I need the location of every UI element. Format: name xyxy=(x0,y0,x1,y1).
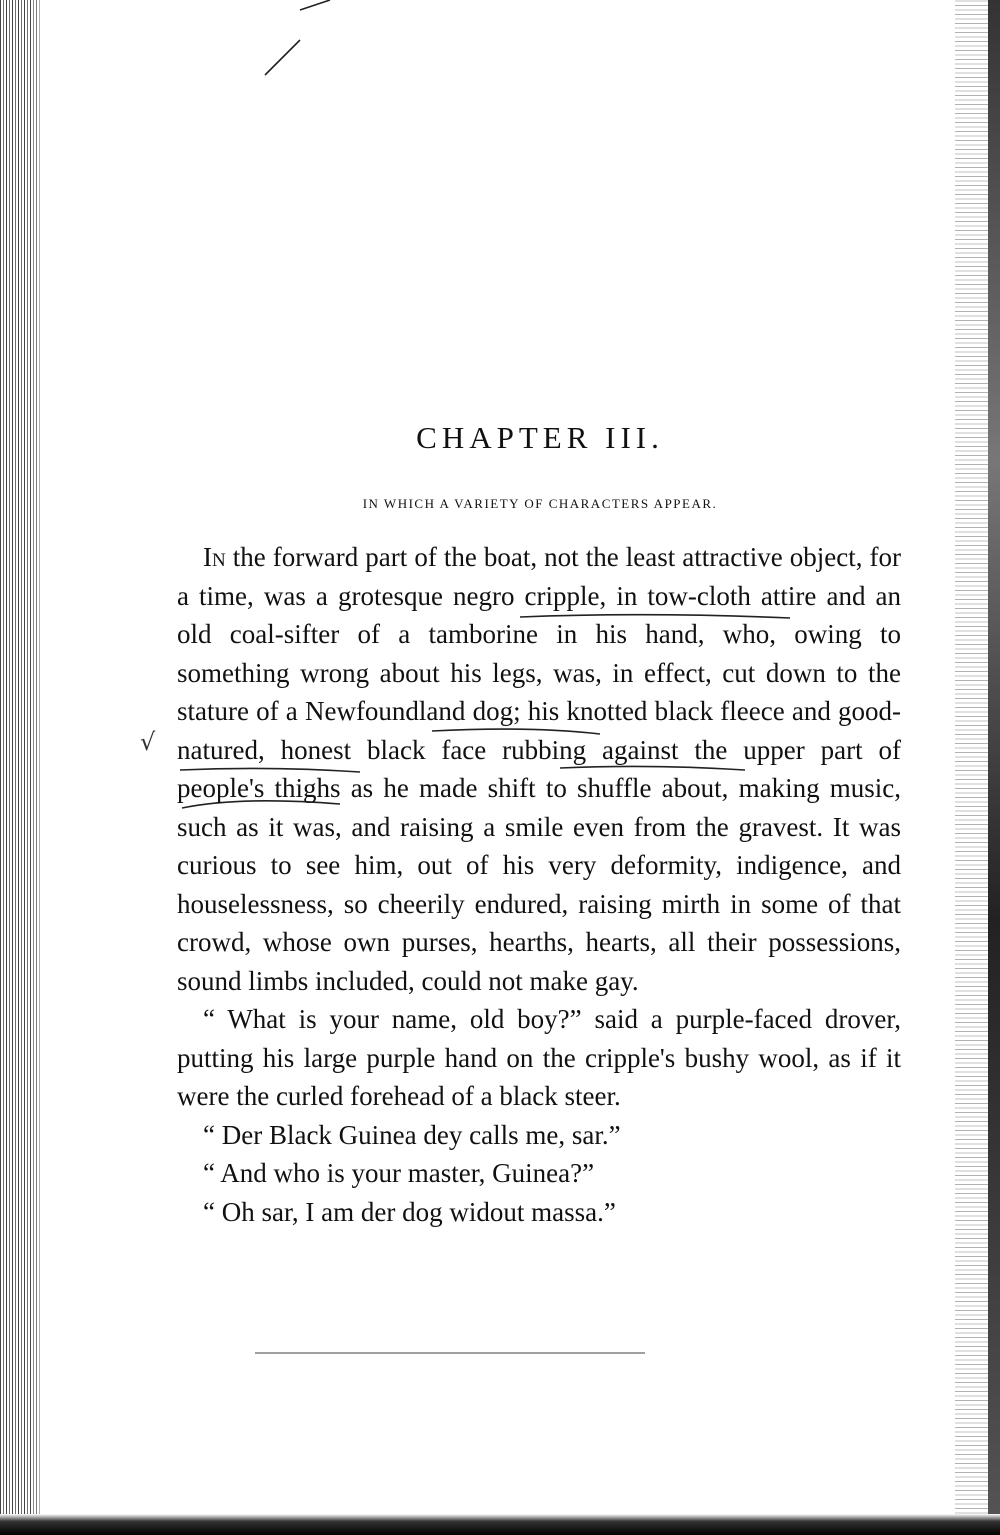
chapter-subtitle: IN WHICH A VARIETY OF CHARACTERS APPEAR. xyxy=(362,496,718,511)
paragraph: “ What is your name, old boy?” said a purple-faced drover, putting his large purple hand on the cripple's bushy wool, as if it were the curled forehead of a black steer. xyxy=(177,1004,901,1111)
margin-check-mark: √ xyxy=(140,728,156,756)
paragraph: “ And who is your master, Guinea?” xyxy=(203,1158,595,1188)
gutter-fade xyxy=(30,0,52,1535)
page-bottom-edge xyxy=(0,1514,1000,1535)
page-edge-shadow xyxy=(988,0,1000,1535)
paragraph: “ Der Black Guinea dey calls me, sar.” xyxy=(203,1119,621,1150)
chapter-title: CHAPTER III. xyxy=(416,420,664,455)
paragraph-text: the forward part of the boat, not the least attractive object, for a time, was a grotesque negro cripple, in tow-cloth attire and an old coal-sifter of a tamborine in his hand, who, owing to something wrong about his legs, was, in effect, cut down to the stature of a Newfoundland dog; his knotted black fleece and good-natured, honest black face rubbing against the upper part of people's thighs as he made shift to shuffle about, making music, such as it was, and raising a smile even from the gravest. It was curious to see him, out of his very deformity, indigence, and houselessness, so cheerily endured, raising mirth in some of that crowd, whose own purses, hearths, hearts, all their possessions, sound limbs included, could not make gay. xyxy=(177,542,901,996)
lead-word: In xyxy=(203,542,226,572)
paragraph xyxy=(177,538,901,1000)
paragraph: “ Oh sar, I am der dog widout massa.” xyxy=(203,1196,616,1227)
end-rule xyxy=(255,1352,645,1354)
chapter-body xyxy=(177,538,901,1231)
